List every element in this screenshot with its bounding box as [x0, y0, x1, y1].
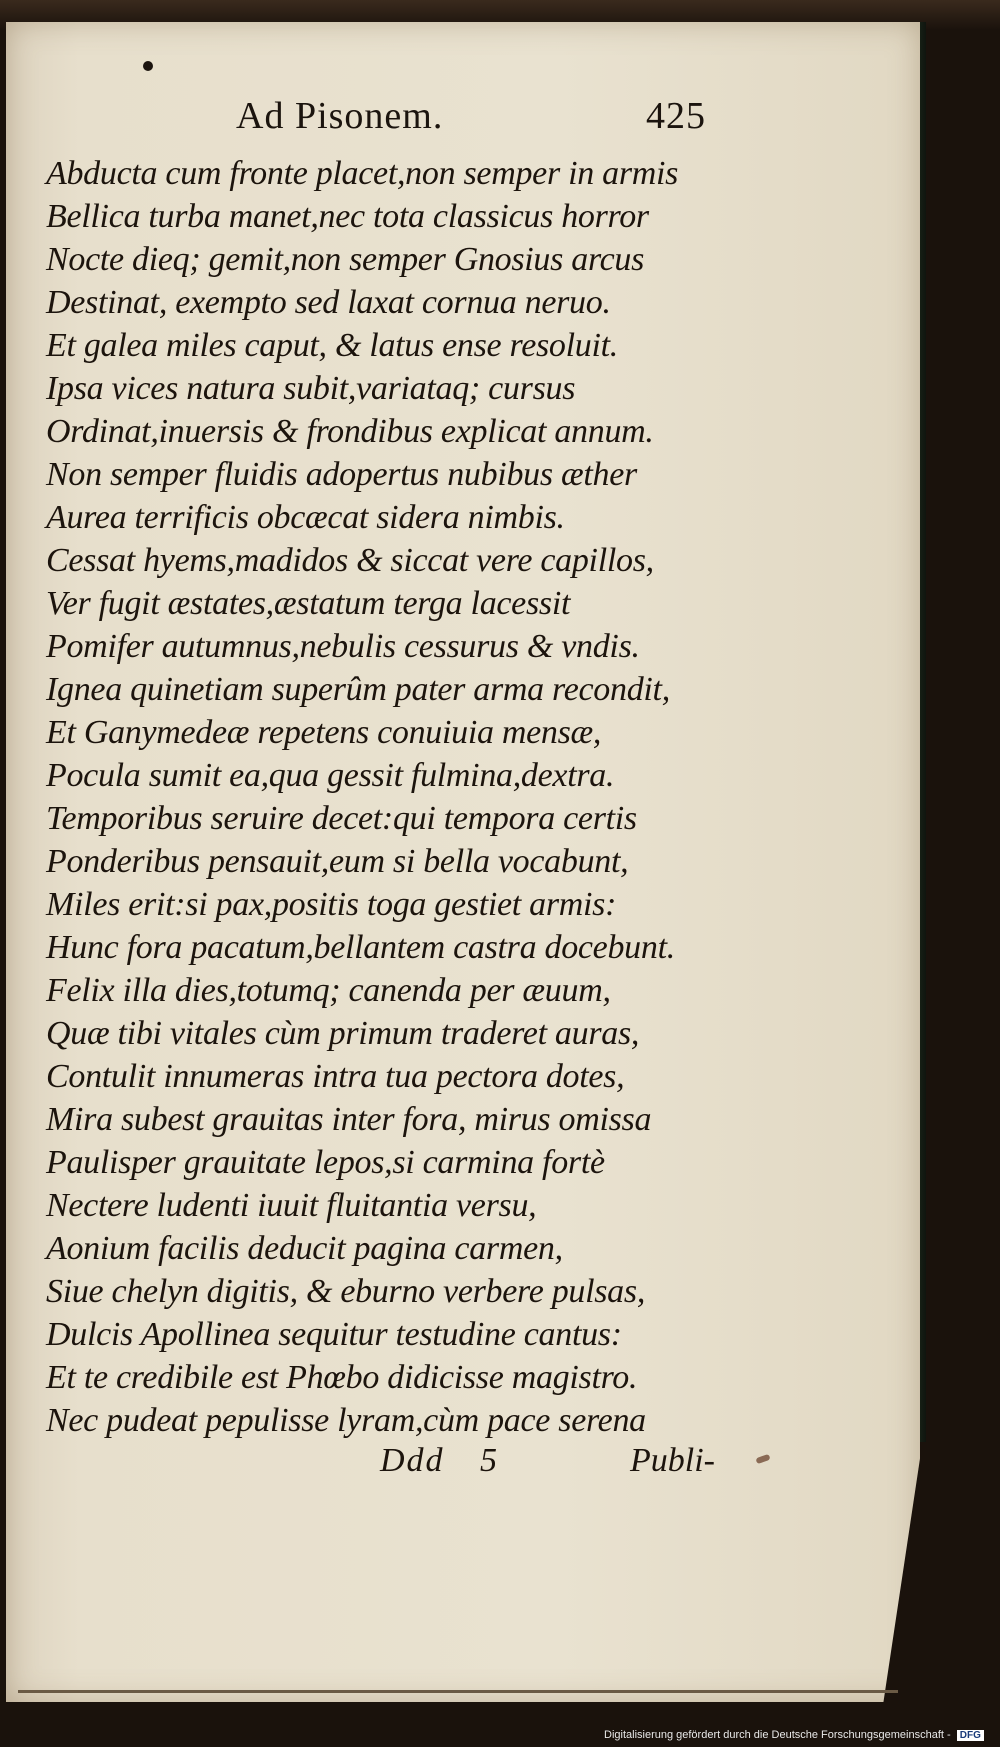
- poem-line: Et te credibile est Phœbo didicisse magistro.: [46, 1359, 638, 1396]
- ink-dot: [143, 61, 153, 71]
- poem-line: Siue chelyn digitis, & eburno verbere pulsas,: [46, 1273, 646, 1310]
- page-header: [236, 90, 706, 146]
- poem-line: Nec pudeat pepulisse lyram,cùm pace serena: [46, 1402, 646, 1439]
- poem-line: Felix illa dies,totumq; canenda per æuum,: [46, 972, 611, 1009]
- scan-rule: [18, 1690, 898, 1693]
- poem-line: Abducta cum fronte placet,non semper in armis: [46, 155, 679, 192]
- poem-line: Quæ tibi vitales cùm primum traderet auras,: [46, 1015, 640, 1052]
- poem-line: Et galea miles caput, & latus ense resoluit.: [46, 327, 618, 364]
- poem-line: Bellica turba manet,nec tota classicus horror: [46, 198, 649, 235]
- poem-line: Ignea quinetiam superûm pater arma recondit,: [46, 671, 670, 708]
- poem-line: Miles erit:si pax,positis toga gestiet armis:: [46, 886, 617, 923]
- running-head: Ad Pisonem.: [236, 95, 444, 137]
- poem-line: Pocula sumit ea,qua gessit fulmina,dextra.: [46, 757, 615, 794]
- poem-line: Paulisper grauitate lepos,si carmina fortè: [46, 1144, 605, 1181]
- poem-line: Nocte dieq; gemit,non semper Gnosius arcus: [46, 241, 645, 278]
- poem-line: Ponderibus pensauit,eum si bella vocabunt,: [46, 843, 629, 880]
- poem-line: Temporibus seruire decet:qui tempora certis: [46, 800, 637, 837]
- poem-line: Aurea terrificis obcæcat sidera nimbis.: [46, 499, 565, 536]
- page-footer: [380, 1442, 715, 1492]
- poem-line: Non semper fluidis adopertus nubibus æther: [46, 456, 637, 493]
- poem-line: Aonium facilis deducit pagina carmen,: [46, 1230, 563, 1267]
- digitization-credit: [604, 1729, 984, 1745]
- poem-line: Pomifer autumnus,nebulis cessurus & vndis.: [46, 628, 640, 665]
- poem-line: Nectere ludenti iuuit fluitantia versu,: [46, 1187, 537, 1224]
- poem-line: Contulit innumeras intra tua pectora dotes,: [46, 1058, 625, 1095]
- poem-line: Hunc fora pacatum,bellantem castra docebunt.: [46, 929, 675, 966]
- signature-number: 5: [480, 1442, 497, 1479]
- page-number: 425: [646, 95, 706, 137]
- poem-line: Ver fugit æstates,æstatum terga lacessit: [46, 585, 571, 622]
- dfg-logo: DFG: [957, 1730, 984, 1741]
- poem-text: [46, 152, 746, 1442]
- poem-line: Et Ganymedeæ repetens conuiuia mensæ,: [46, 714, 602, 751]
- poem-line: Dulcis Apollinea sequitur testudine cantus:: [46, 1316, 622, 1353]
- poem-line: Cessat hyems,madidos & siccat vere capillos,: [46, 542, 654, 579]
- credit-text: Digitalisierung gefördert durch die Deutsche Forschungsgemeinschaft -: [604, 1729, 951, 1741]
- poem-line: Ordinat,inuersis & frondibus explicat annum.: [46, 413, 654, 450]
- catchword: Publi-: [630, 1442, 715, 1479]
- poem-line: Destinat, exempto sed laxat cornua neruo.: [46, 284, 611, 321]
- poem-line: Ipsa vices natura subit,variataq; cursus: [46, 370, 576, 407]
- poem-line: Mira subest grauitas inter fora, mirus omissa: [46, 1101, 652, 1138]
- signature-mark: Ddd: [380, 1442, 445, 1479]
